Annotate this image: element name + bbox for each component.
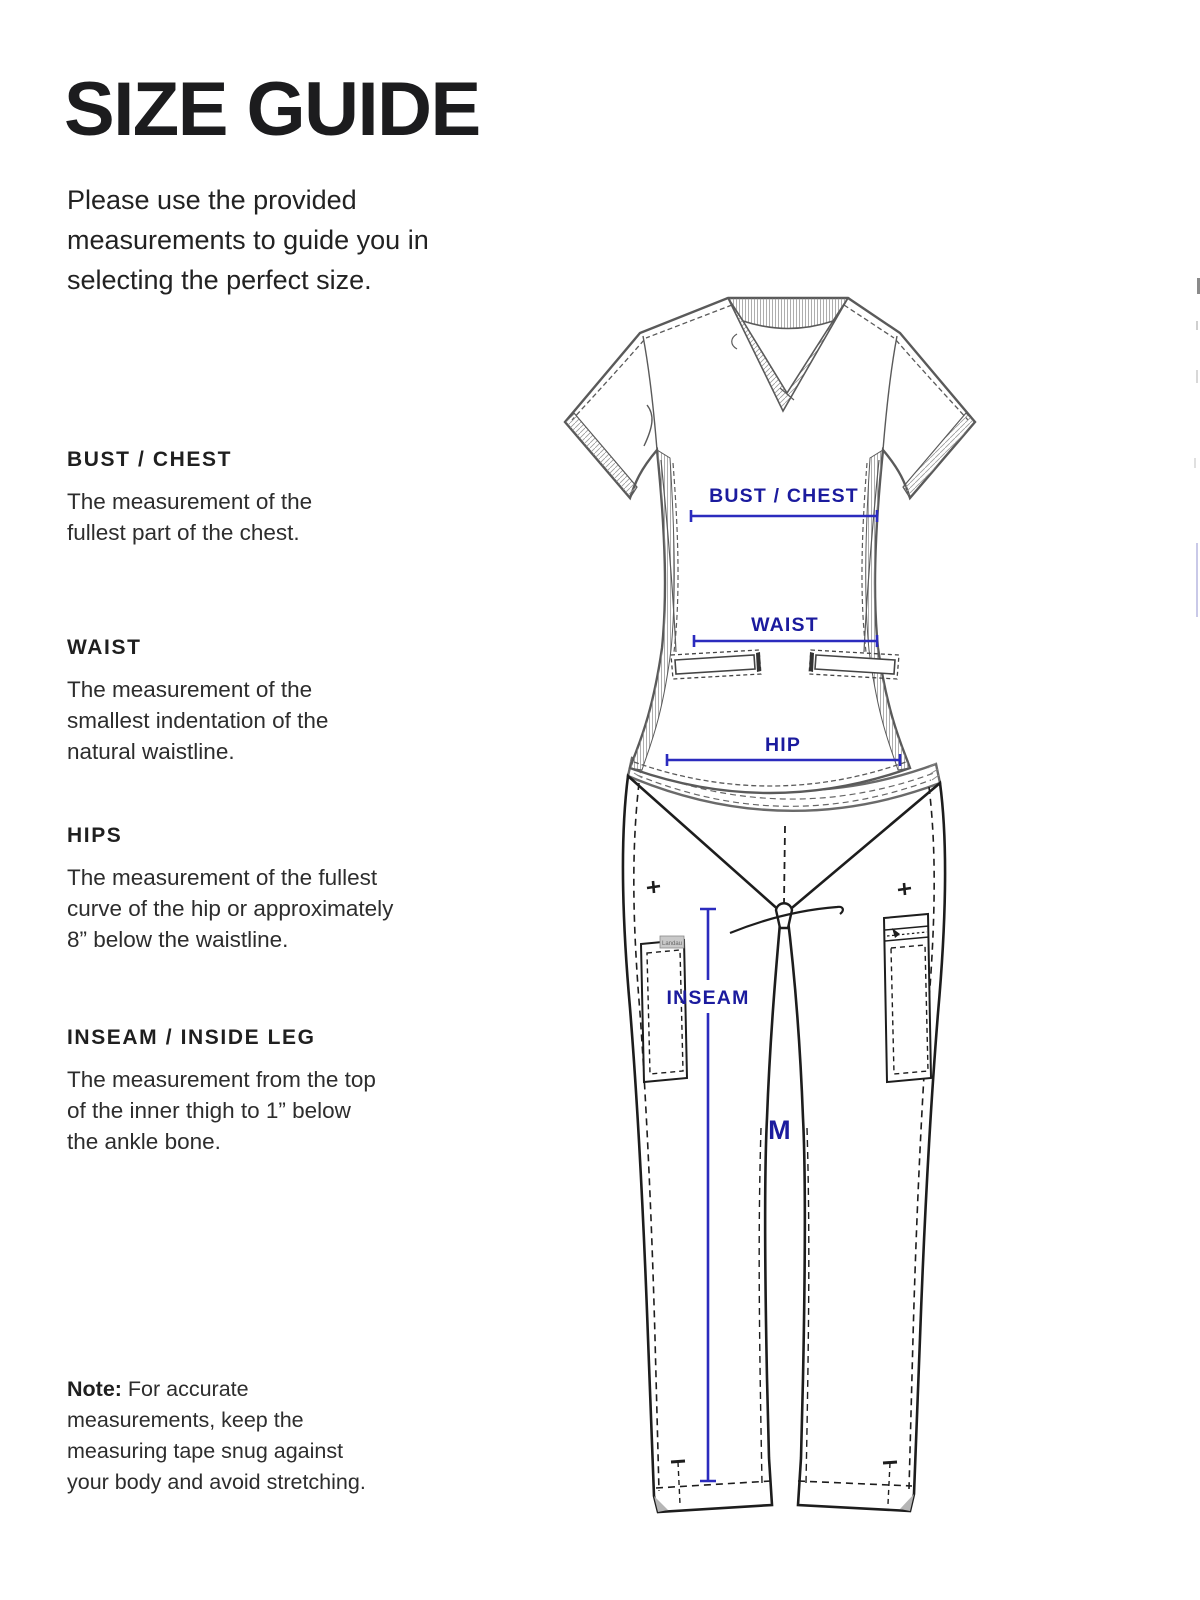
edge-fragment — [1196, 543, 1198, 617]
vent-tick — [883, 1462, 897, 1463]
cargo-pocket-left — [641, 936, 687, 1082]
intro-line: measurements to guide you in — [67, 225, 429, 255]
pants-left-leg — [623, 776, 781, 1512]
section-body-line: smallest indentation of the — [67, 708, 329, 733]
note-line: measurements, keep the — [67, 1408, 304, 1432]
edge-fragment — [1194, 458, 1196, 468]
section-body-line: of the inner thigh to 1” below — [67, 1098, 351, 1123]
section-body-line: The measurement from the top — [67, 1067, 376, 1092]
section-body-line: fullest part of the chest. — [67, 520, 300, 545]
intro-line: selecting the perfect size. — [67, 265, 372, 295]
section-body-line: the ankle bone. — [67, 1129, 221, 1154]
section-body-line: The measurement of the — [67, 489, 313, 514]
section-body-line: The measurement of the fullest — [67, 865, 378, 890]
section-body-line: 8” below the waistline. — [67, 927, 289, 952]
inseam-label: INSEAM — [666, 987, 750, 1009]
section-waist — [67, 636, 537, 767]
section-inseam — [67, 1026, 537, 1157]
note-line: measuring tape snug against — [67, 1439, 344, 1463]
section-heading: WAIST — [67, 636, 142, 659]
edge-fragment — [1196, 321, 1198, 330]
section-body-line: curve of the hip or approximately — [67, 896, 394, 921]
section-heading: INSEAM / INSIDE LEG — [67, 1026, 316, 1049]
cargo-pocket-right — [884, 914, 931, 1082]
pocket-brand-tag: Landau — [661, 941, 683, 947]
section-bust-chest — [67, 448, 537, 548]
note-first-line: Note: For accurate — [67, 1377, 249, 1401]
section-heading: BUST / CHEST — [67, 448, 233, 471]
pants-right-leg — [787, 783, 945, 1511]
vent-tick — [671, 1461, 685, 1462]
scrub-top-sketch — [565, 298, 975, 793]
page-title: SIZE GUIDE — [64, 67, 480, 152]
garment-measurement-diagram — [540, 278, 1000, 1528]
waist-label: WAIST — [751, 614, 819, 636]
bust-label: BUST / CHEST — [709, 485, 859, 507]
size-label: M — [768, 1115, 792, 1145]
section-body-line: natural waistline. — [67, 739, 235, 764]
section-body-line: The measurement of the — [67, 677, 313, 702]
edge-fragment — [1196, 370, 1198, 383]
hip-label: HIP — [764, 734, 802, 756]
intro-text — [67, 180, 429, 300]
intro-line: Please use the provided — [67, 185, 357, 215]
note-text — [67, 1374, 537, 1498]
section-hips — [67, 824, 537, 955]
note-line: your body and avoid stretching. — [67, 1470, 366, 1494]
note-label: Note: — [67, 1377, 122, 1401]
section-heading: HIPS — [67, 824, 123, 847]
